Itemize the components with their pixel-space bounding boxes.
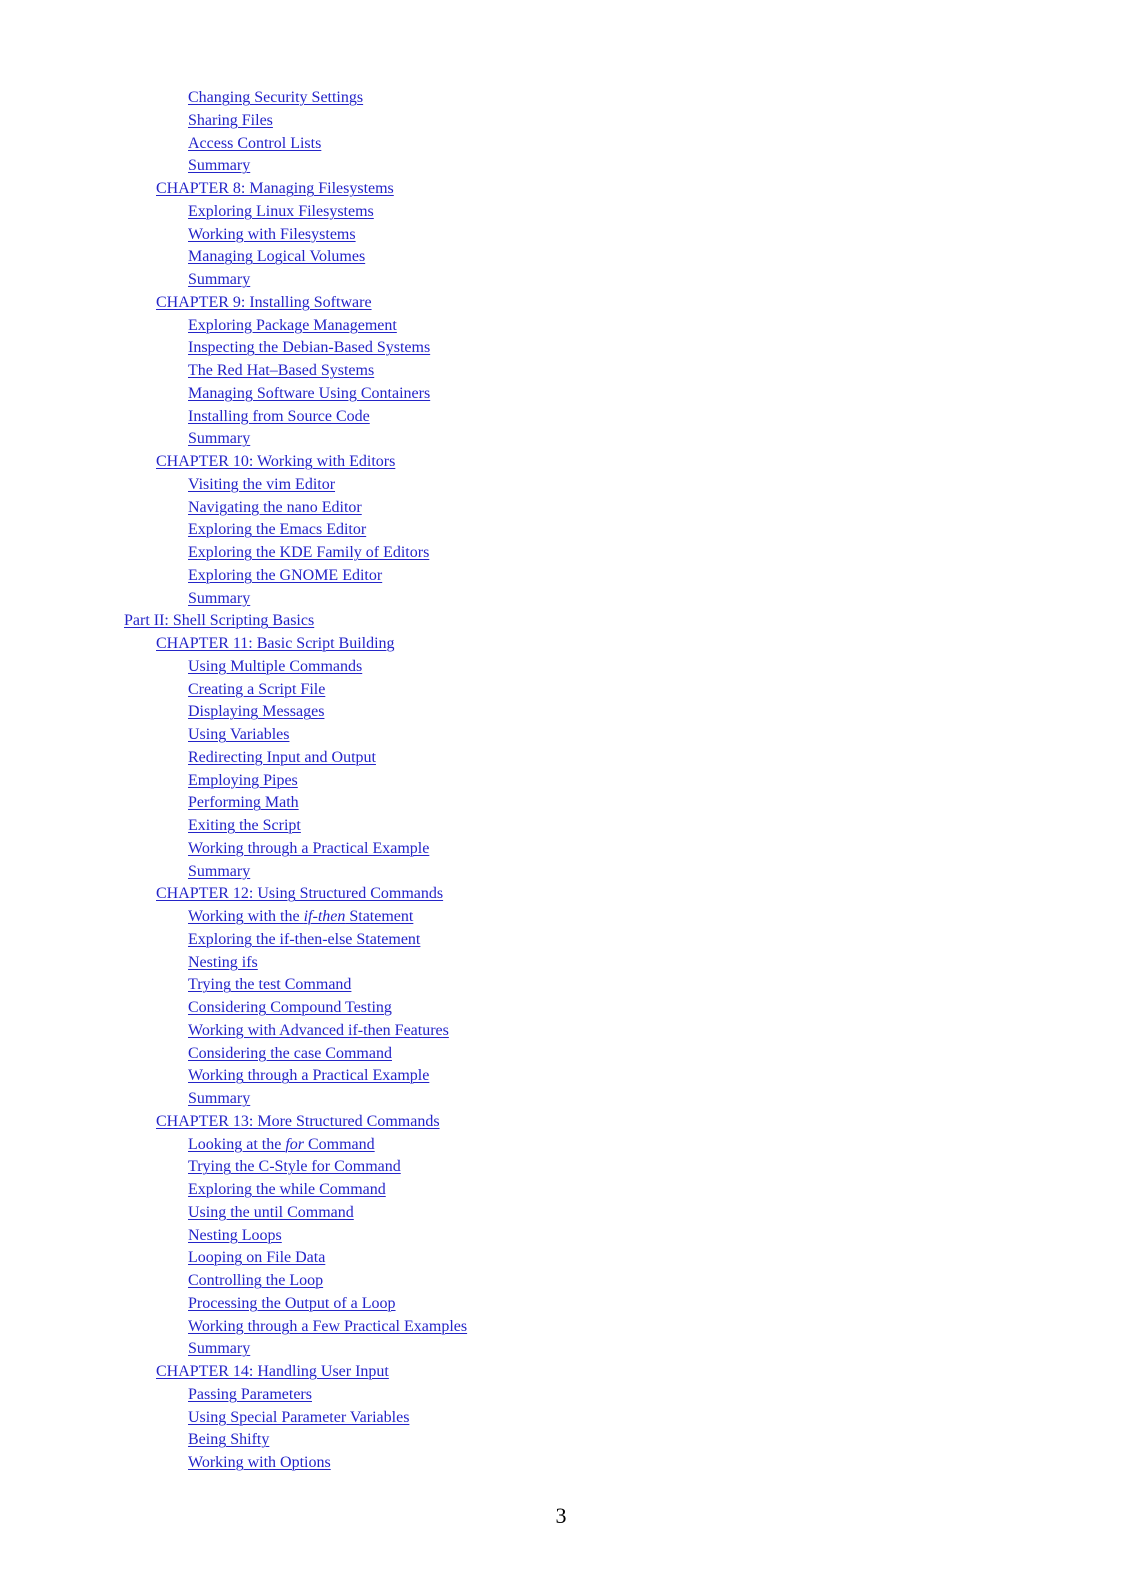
toc-link-section[interactable]: [188, 976, 351, 993]
toc-link-text: Working with Advanced if-then Features: [188, 1021, 449, 1039]
toc-link-section[interactable]: [188, 1136, 375, 1153]
toc-link-section[interactable]: [188, 1022, 449, 1039]
toc-link-section[interactable]: [188, 1045, 392, 1062]
toc-entry-section: [0, 770, 1122, 793]
toc-entry-section: [0, 724, 1122, 747]
toc-entry-section: [0, 747, 1122, 770]
toc-link-text-italic: for: [285, 1135, 304, 1153]
toc-link-text: Exploring the if-then-else Statement: [188, 930, 421, 948]
toc-entry-section: [0, 87, 1122, 110]
toc-link-text: Summary: [188, 862, 251, 880]
toc-link-text: Visiting the vim Editor: [188, 475, 336, 493]
toc-link-section[interactable]: [188, 1409, 409, 1426]
toc-link-text: CHAPTER 11: Basic Script Building: [156, 635, 395, 652]
toc-entry-section: [0, 1134, 1122, 1157]
toc-entry-section: [0, 201, 1122, 224]
toc-link-section[interactable]: [188, 999, 392, 1016]
toc-link-text: Summary: [188, 589, 251, 607]
toc-link-text: Managing Software Using Containers: [188, 384, 431, 402]
toc-link-text-italic: if-then: [303, 908, 346, 925]
toc-entry-section: [0, 997, 1122, 1020]
toc-link-text: Working through a Few Practical Examples: [188, 1317, 468, 1335]
toc-entry-chapter: [0, 633, 1122, 656]
toc-link-text: Exploring the GNOME Editor: [188, 566, 383, 584]
toc-link-section[interactable]: [188, 1340, 250, 1357]
toc-link-text: Using Multiple Commands: [188, 657, 363, 675]
toc-entry-section: [0, 1225, 1122, 1248]
toc-link-text: CHAPTER 8: Managing Filesystems: [156, 180, 394, 197]
toc-entry-section: [0, 906, 1122, 929]
toc-link-text: Exploring the while Command: [188, 1181, 386, 1198]
toc-entry-chapter: [0, 1361, 1122, 1384]
toc-entry-section: [0, 656, 1122, 679]
toc-entry-section: [0, 269, 1122, 292]
toc-link-text: Trying the test Command: [188, 976, 352, 994]
toc-link-text: Being Shifty: [188, 1431, 270, 1449]
toc-link-text: Employing Pipes: [188, 771, 298, 789]
toc-link-text: Exploring Package Management: [188, 316, 397, 334]
toc-entry-section: [0, 133, 1122, 156]
toc-link-text: Trying the C-Style for Command: [188, 1158, 401, 1176]
toc-link-section[interactable]: [188, 521, 366, 538]
toc-entry-section: [0, 155, 1122, 178]
toc-entry-section: [0, 1088, 1122, 1111]
toc-link-text: Working with Options: [188, 1454, 331, 1471]
toc-link-text: Access Control Lists: [188, 134, 322, 152]
toc-link-section[interactable]: [188, 1090, 250, 1107]
toc-link-text: Summary: [188, 1340, 251, 1358]
toc-link-section[interactable]: [188, 863, 250, 880]
toc-link-text: Sharing Files: [188, 111, 273, 129]
toc-link-text: Controlling the Loop: [188, 1272, 324, 1289]
toc-link-section[interactable]: [188, 1158, 401, 1175]
toc-entry-section: [0, 1452, 1122, 1475]
toc-entry-section: [0, 383, 1122, 406]
toc-link-section[interactable]: [188, 703, 324, 720]
toc-link-text: Navigating the nano Editor: [188, 498, 362, 516]
toc-entry-section: [0, 360, 1122, 383]
toc-link-text: Summary: [188, 271, 251, 288]
page-number: 3: [555, 1503, 567, 1528]
toc-link-text: Looping on File Data: [188, 1249, 326, 1267]
toc-link-text: Nesting ifs: [188, 953, 258, 971]
toc-link-text: Processing the Output of a Loop: [188, 1294, 396, 1312]
toc-entry-part: [0, 610, 1122, 633]
toc-entry-section: [0, 1338, 1122, 1361]
toc-entry-section: [0, 861, 1122, 884]
toc-link-text: Performing Math: [188, 794, 299, 812]
toc-link-text: CHAPTER 9: Installing Software: [156, 293, 372, 311]
toc-link-section[interactable]: [188, 317, 397, 334]
toc-entry-section: [0, 1429, 1122, 1452]
toc-entry-section: [0, 1156, 1122, 1179]
toc-link-text: Statement: [345, 908, 414, 925]
toc-entry-section: [0, 1407, 1122, 1430]
toc-link-section[interactable]: [188, 749, 376, 766]
toc-entry-section: [0, 815, 1122, 838]
toc-link-text: Using the until Command: [188, 1203, 354, 1221]
toc-link-section[interactable]: [188, 794, 299, 811]
toc-link-section[interactable]: [188, 658, 362, 675]
toc-entry-section: [0, 1202, 1122, 1225]
toc-entry-section: [0, 224, 1122, 247]
toc-entry-section: [0, 974, 1122, 997]
toc-link-section[interactable]: [188, 1295, 396, 1312]
toc-entry-section: [0, 246, 1122, 269]
toc-link-text: Changing Security Settings: [188, 89, 364, 106]
toc-link-text: Inspecting the Debian-Based Systems: [188, 339, 431, 357]
toc-link-text: Exploring Linux Filesystems: [188, 202, 374, 220]
toc-link-section[interactable]: [188, 908, 413, 925]
toc-link-section[interactable]: [188, 1386, 312, 1403]
toc-link-chapter[interactable]: [156, 294, 372, 311]
toc-entry-section: [0, 1293, 1122, 1316]
toc-entry-section: [0, 792, 1122, 815]
toc-entry-section: [0, 428, 1122, 451]
toc-link-part[interactable]: [124, 612, 314, 629]
toc-link-section[interactable]: [188, 112, 273, 129]
toc-link-text: Working through a Practical Example: [188, 839, 430, 857]
toc-entry-section: [0, 337, 1122, 360]
toc-link-text: Part II: Shell Scripting Basics: [124, 612, 315, 630]
toc-link-section[interactable]: [188, 1067, 429, 1084]
toc-link-section[interactable]: [188, 135, 321, 152]
toc-link-text: Considering the case Command: [188, 1044, 392, 1062]
toc-link-text: Command: [303, 1135, 375, 1153]
toc-entry-section: [0, 1247, 1122, 1270]
toc-entry-section: [0, 1065, 1122, 1088]
toc-link-section[interactable]: [188, 339, 430, 356]
toc-link-text: Passing Parameters: [188, 1385, 312, 1403]
toc-entry-section: [0, 406, 1122, 429]
toc-entry-chapter: [0, 178, 1122, 201]
toc-link-text: Using Variables: [188, 726, 290, 743]
toc-link-section[interactable]: [188, 1181, 386, 1198]
toc-entry-section: [0, 952, 1122, 975]
toc-link-section[interactable]: [188, 772, 298, 789]
toc-entry-section: [0, 679, 1122, 702]
table-of-contents: [0, 87, 1122, 1475]
toc-link-section[interactable]: [188, 1204, 354, 1221]
toc-link-text: Working with the: [188, 908, 304, 925]
toc-link-chapter[interactable]: [156, 453, 395, 470]
toc-link-text: Exploring the Emacs Editor: [188, 521, 367, 539]
toc-link-section[interactable]: [188, 1272, 323, 1289]
toc-entry-section: [0, 1270, 1122, 1293]
toc-link-text: Using Special Parameter Variables: [188, 1408, 410, 1426]
toc-link-text: CHAPTER 10: Working with Editors: [156, 453, 396, 470]
toc-entry-section: [0, 1020, 1122, 1043]
toc-link-chapter[interactable]: [156, 180, 394, 197]
toc-link-text: Displaying Messages: [188, 703, 325, 721]
toc-link-section[interactable]: [188, 544, 429, 561]
toc-link-section[interactable]: [188, 567, 382, 584]
toc-link-text: Nesting Loops: [188, 1226, 282, 1244]
toc-entry-section: [0, 542, 1122, 565]
toc-link-chapter[interactable]: [156, 1363, 389, 1380]
toc-link-section[interactable]: [188, 840, 429, 857]
toc-entry-chapter: [0, 883, 1122, 906]
toc-entry-section: [0, 929, 1122, 952]
toc-link-section[interactable]: [188, 430, 250, 447]
toc-link-section[interactable]: [188, 931, 420, 948]
toc-link-text: Looking at the: [188, 1135, 286, 1153]
toc-entry-section: [0, 588, 1122, 611]
toc-link-section[interactable]: [188, 271, 250, 288]
toc-link-section[interactable]: [188, 1318, 467, 1335]
toc-entry-section: [0, 1384, 1122, 1407]
toc-link-text: Creating a Script File: [188, 680, 326, 698]
toc-link-section[interactable]: [188, 157, 250, 174]
toc-entry-section: [0, 565, 1122, 588]
toc-link-section[interactable]: [188, 681, 325, 698]
toc-link-section[interactable]: [188, 248, 365, 265]
toc-link-text: Working with Filesystems: [188, 225, 356, 243]
toc-entry-section: [0, 110, 1122, 133]
toc-link-text: Managing Logical Volumes: [188, 248, 366, 266]
toc-link-section[interactable]: [188, 1454, 331, 1471]
toc-entry-chapter: [0, 451, 1122, 474]
toc-link-chapter[interactable]: [156, 635, 395, 652]
toc-entry-section: [0, 838, 1122, 861]
toc-link-text: Exiting the Script: [188, 817, 301, 834]
toc-link-text: CHAPTER 13: More Structured Commands: [156, 1112, 440, 1130]
toc-link-section[interactable]: [188, 1227, 282, 1244]
toc-link-section[interactable]: [188, 89, 363, 106]
toc-link-text: The Red Hat–Based Systems: [188, 362, 375, 379]
toc-link-text: CHAPTER 12: Using Structured Commands: [156, 885, 444, 903]
toc-link-chapter[interactable]: [156, 885, 443, 902]
toc-entry-section: [0, 497, 1122, 520]
toc-entry-section: [0, 474, 1122, 497]
toc-link-text: CHAPTER 14: Handling User Input: [156, 1363, 389, 1380]
toc-entry-chapter: [0, 1111, 1122, 1134]
toc-link-section[interactable]: [188, 1249, 325, 1266]
toc-link-text: Exploring the KDE Family of Editors: [188, 544, 430, 561]
toc-link-section[interactable]: [188, 476, 335, 493]
toc-entry-section: [0, 1316, 1122, 1339]
toc-link-text: Summary: [188, 430, 251, 448]
toc-link-text: Installing from Source Code: [188, 407, 370, 425]
toc-link-section[interactable]: [188, 726, 289, 743]
toc-link-text: Summary: [188, 157, 251, 175]
toc-link-section[interactable]: [188, 817, 301, 834]
toc-entry-section: [0, 519, 1122, 542]
toc-link-section[interactable]: [188, 362, 374, 379]
toc-link-text: Working through a Practical Example: [188, 1067, 430, 1085]
toc-link-section[interactable]: [188, 226, 356, 243]
toc-link-section[interactable]: [188, 385, 430, 402]
toc-link-text: Summary: [188, 1090, 251, 1107]
toc-entry-chapter: [0, 292, 1122, 315]
toc-link-section[interactable]: [188, 1431, 269, 1448]
toc-entry-section: [0, 315, 1122, 338]
toc-entry-section: [0, 1179, 1122, 1202]
toc-link-text: Redirecting Input and Output: [188, 748, 376, 766]
toc-link-section[interactable]: [188, 499, 362, 516]
toc-link-chapter[interactable]: [156, 1113, 440, 1130]
toc-link-section[interactable]: [188, 203, 374, 220]
toc-entry-section: [0, 1043, 1122, 1066]
toc-entry-section: [0, 701, 1122, 724]
toc-link-section[interactable]: [188, 954, 258, 971]
toc-link-text: Considering Compound Testing: [188, 999, 392, 1016]
toc-link-section[interactable]: [188, 590, 250, 607]
toc-link-section[interactable]: [188, 408, 370, 425]
